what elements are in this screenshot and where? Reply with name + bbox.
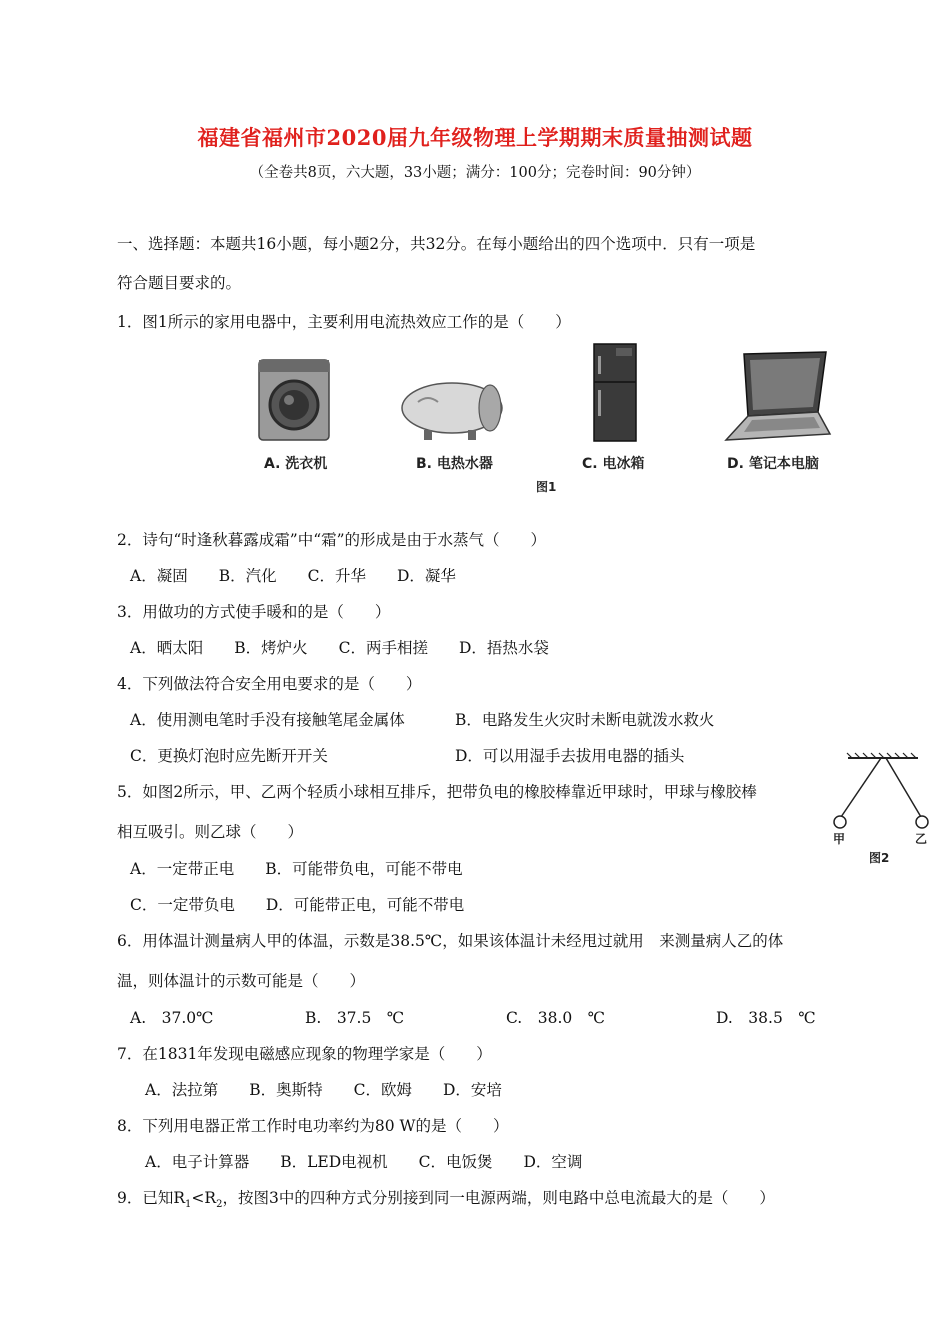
q5-stem-line2: 相互吸引。则乙球（ ） — [117, 823, 304, 841]
q6-stem-line1: 6．用体温计测量病人甲的体温，示数是38.5℃，如果该体温计未经甩过就用 来测量病人乙的体 — [117, 932, 784, 950]
q7-stem: 7．在1831年发现电磁感应现象的物理学家是（ ） — [117, 1045, 492, 1063]
q4-option-a: A．使用测电笔时手没有接触笔尾金属体 — [130, 711, 405, 729]
washing-machine-image — [255, 358, 335, 443]
q5-stem-line1: 5．如图2所示，甲、乙两个轻质小球相互排斥，把带负电的橡胶棒靠近甲球时，甲球与橡胶棒 — [117, 783, 757, 801]
q6-stem-line2: 温，则体温计的示数可能是（ ） — [117, 972, 366, 990]
q9-stem — [117, 1186, 775, 1210]
figure2-label: 图2 — [869, 851, 890, 865]
q5-options-line2: C．一定带负电 D．可能带正电，可能不带电 — [130, 896, 465, 914]
q6-option-a: A. 37.0℃ — [130, 1009, 214, 1027]
refrigerator-image — [590, 342, 640, 444]
q4-option-c: C．更换灯泡时应先断开开关 — [130, 747, 328, 765]
q9-r2-subscript: 2 — [216, 1199, 223, 1211]
figure2-hanging-balls — [826, 752, 936, 836]
q2-options: A．凝固 B．汽化 C．升华 D．凝华 — [130, 567, 456, 585]
q1-option-a: A. 洗衣机 — [264, 456, 328, 472]
ball-label-yi: 乙 — [915, 832, 928, 846]
q6-option-c: C. 38.0 ℃ — [506, 1009, 606, 1027]
q1-option-b: B. 电热水器 — [416, 456, 493, 472]
exam-info: （全卷共8页，六大题，33小题；满分：100分；完卷时间：90分钟） — [249, 165, 701, 181]
q1-option-d: D. 笔记本电脑 — [727, 456, 819, 472]
q9-r1-subscript: 1 — [185, 1199, 192, 1211]
q3-stem: 3．用做功的方式使手暖和的是（ ） — [117, 603, 391, 621]
ball-label-jia: 甲 — [833, 832, 846, 846]
figure1-label: 图1 — [536, 480, 557, 494]
laptop-image — [722, 350, 832, 444]
q1-option-c: C. 电冰箱 — [582, 456, 645, 472]
section1-instructions-line1: 一、选择题：本题共16小题，每小题2分，共32分。在每小题给出的四个选项中．只有一项是 — [117, 235, 756, 253]
q4-stem: 4．下列做法符合安全用电要求的是（ ） — [117, 675, 422, 693]
q1-stem: 1．图1所示的家用电器中，主要利用电流热效应工作的是（ ） — [117, 313, 571, 331]
q6-option-b: B. 37.5 ℃ — [305, 1009, 405, 1027]
q7-options: A．法拉第 B．奥斯特 C．欧姆 D．安培 — [145, 1081, 502, 1099]
q8-stem: 8．下列用电器正常工作时电功率约为80 W的是（ ） — [117, 1117, 509, 1135]
q3-options: A．晒太阳 B．烤炉火 C．两手相搓 D．捂热水袋 — [130, 639, 549, 657]
q9-stem-prefix: 9．已知R — [117, 1189, 186, 1207]
q2-stem: 2．诗句“时逢秋暮露成霜”中“霜”的形成是由于水蒸气（ ） — [117, 531, 547, 549]
page-title: 福建省福州市2020届九年级物理上学期期末质量抽测试题 — [197, 125, 753, 150]
q9-stem-mid: <R — [191, 1189, 217, 1207]
q6-option-d: D. 38.5 ℃ — [716, 1009, 816, 1027]
section1-instructions-line2: 符合题目要求的。 — [117, 274, 242, 292]
q9-stem-suffix: ，按图3中的四种方式分别接到同一电源两端，则电路中总电流最大的是（ ） — [222, 1189, 775, 1207]
q8-options: A．电子计算器 B．LED电视机 C．电饭煲 D．空调 — [145, 1153, 583, 1171]
q4-option-d: D．可以用湿手去拔用电器的插头 — [455, 747, 685, 765]
q4-option-b: B．电路发生火灾时未断电就泼水救火 — [455, 711, 715, 729]
electric-water-heater-image — [398, 380, 506, 442]
q5-options-line1: A．一定带正电 B．可能带负电，可能不带电 — [130, 860, 463, 878]
